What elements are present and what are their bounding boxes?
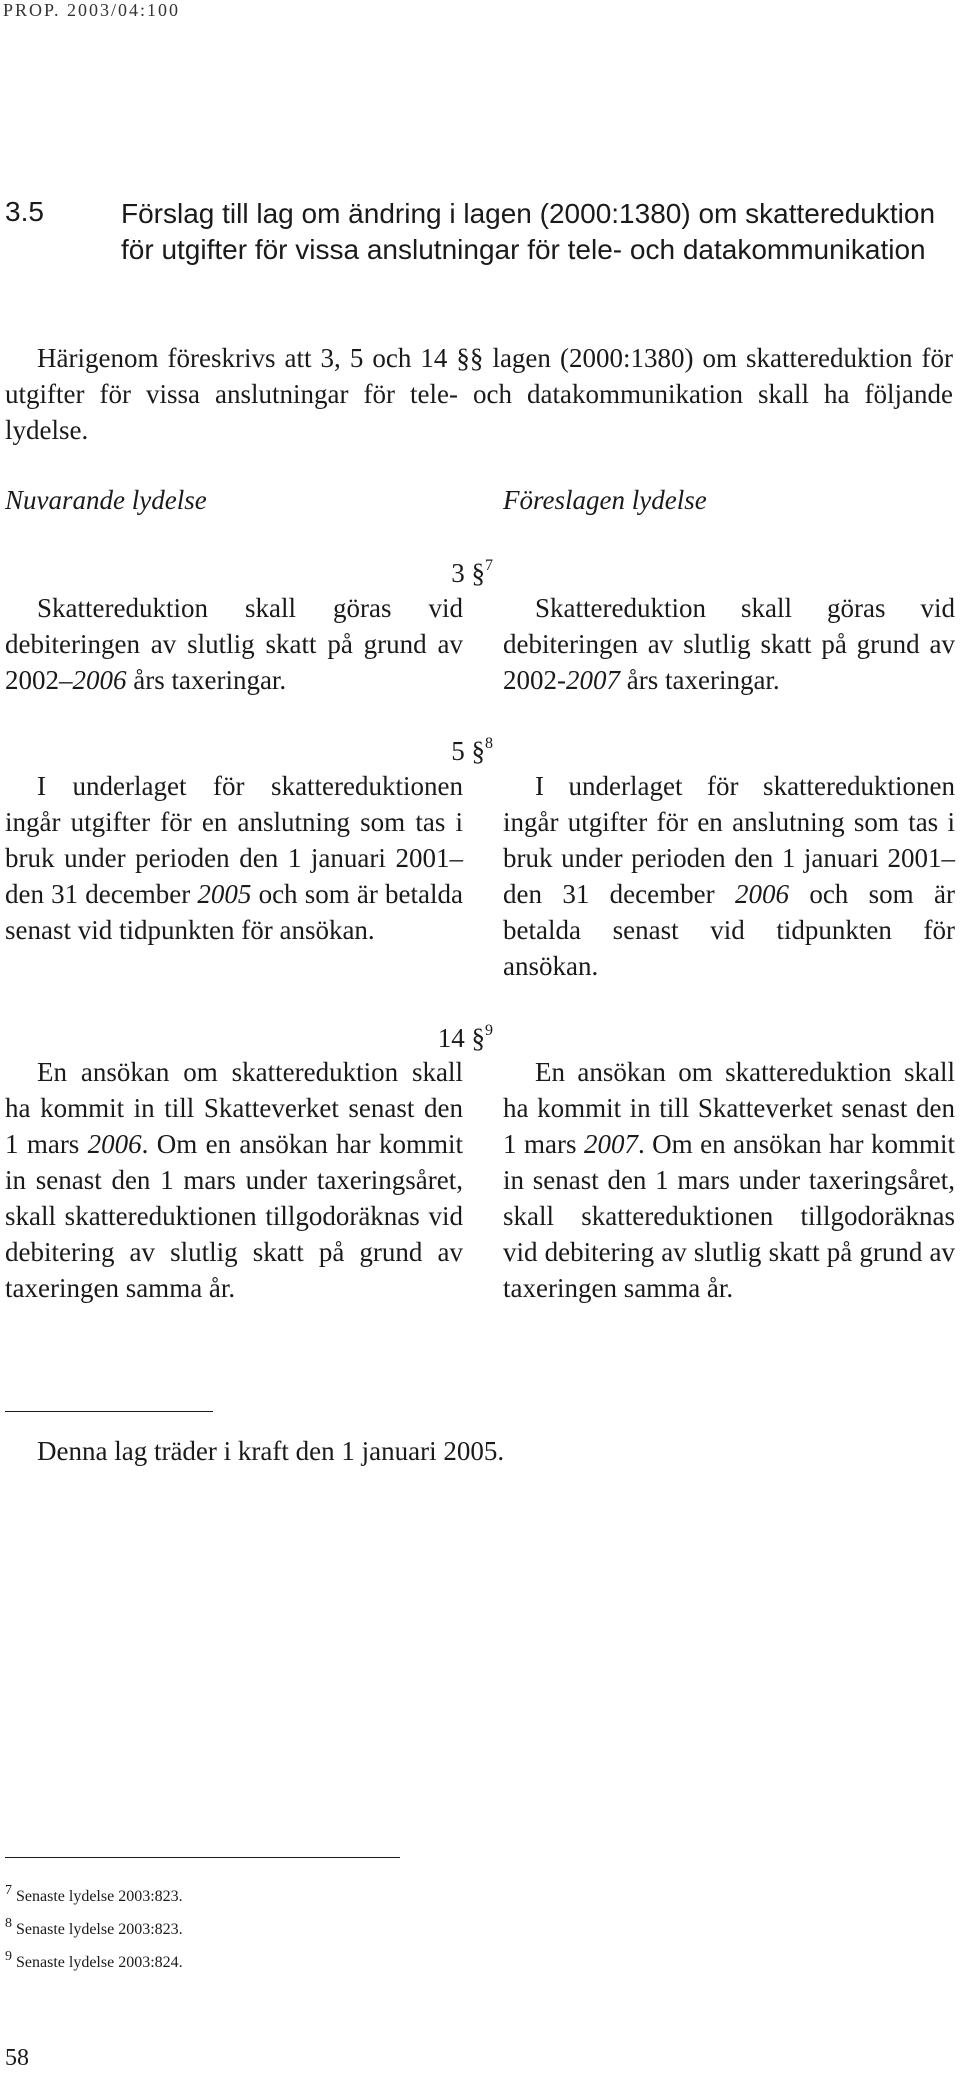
footnote-ref-8: 8 <box>485 735 493 752</box>
section-14-mark: 14 §$^9$ <box>437 1022 493 1053</box>
entry-into-force-text: Denna lag träder i kraft den 1 januari 2005. <box>37 1436 505 1466</box>
section-3-proposed-text: Skattereduktion skall göras vid debiteringen av slutlig skatt på grund av 2002-2007 års taxeringar. <box>503 593 955 695</box>
footnote-9: $^9$ Senaste lydelse 2003:824. <box>5 1949 183 1971</box>
current-wording-heading: Nuvarande lydelse <box>5 485 207 515</box>
footnote-7: $^7$ Senaste lydelse 2003:823. <box>5 1883 183 1905</box>
footnote-ref-9: 9 <box>485 1022 493 1039</box>
proposed-wording-heading: Föreslagen lydelse <box>503 485 707 515</box>
entry-into-force-divider <box>5 1411 213 1412</box>
page-number: 58 <box>5 2045 29 2071</box>
footnote-8: $^8$ Senaste lydelse 2003:823. <box>5 1916 183 1938</box>
intro-paragraph: Härigenom föreskrivs att 3, 5 och 14 §§ lagen (2000:1380) om skattereduktion för utgifter för vissa anslutningar för tele- och datakommunikation skall ha följande lydelse. <box>5 343 953 445</box>
document-reference-header: PROP. 2003/04:100 <box>3 0 181 20</box>
section-3-mark: 3 §$^7$ <box>451 557 493 588</box>
footnote-divider <box>5 1857 400 1858</box>
section-5-mark: 5 §$^8$ <box>451 735 493 766</box>
section-14-current-text: En ansökan om skattereduktion skall ha kommit in till Skatteverket senast den 1 mars 2006. Om en ansökan har kommit in senast den 1 mars under taxeringsåret, skall skattereduktionen tillgodoräknas vid debitering av slutlig skatt på grund av taxeringen samma år. <box>5 1057 463 1303</box>
section-14-proposed-text: En ansökan om skattereduktion skall ha kommit in till Skatteverket senast den 1 mars 2007. Om en ansökan har kommit in senast den 1 mars under taxeringsåret, skall skattereduktionen tillgodoräknas vid debitering av slutlig skatt på grund av taxeringen samma år. <box>503 1057 955 1303</box>
section-3-current-text: Skattereduktion skall göras vid debiteringen av slutlig skatt på grund av 2002–2006 års taxeringar. <box>5 593 463 695</box>
section-title: Förslag till lag om ändring i lagen (2000:1380) om skattereduktion för utgifter för vissa anslutningar för tele- och datakommunikation <box>121 198 936 265</box>
section-number: 3.5 <box>5 196 44 227</box>
footnote-ref-7: 7 <box>485 557 493 574</box>
section-5-proposed-text: I underlaget för skattereduktionen ingår utgifter för en anslutning som tas i bruk under perioden den 1 januari 2001–den 31 december 2006 och som är betalda senast vid tidpunkten för ansökan. <box>503 771 955 981</box>
section-5-current-text: I underlaget för skattereduktionen ingår utgifter för en anslutning som tas i bruk under perioden den 1 januari 2001–den 31 december 2005 och som är betalda senast vid tidpunkten för ansökan. <box>5 771 463 945</box>
